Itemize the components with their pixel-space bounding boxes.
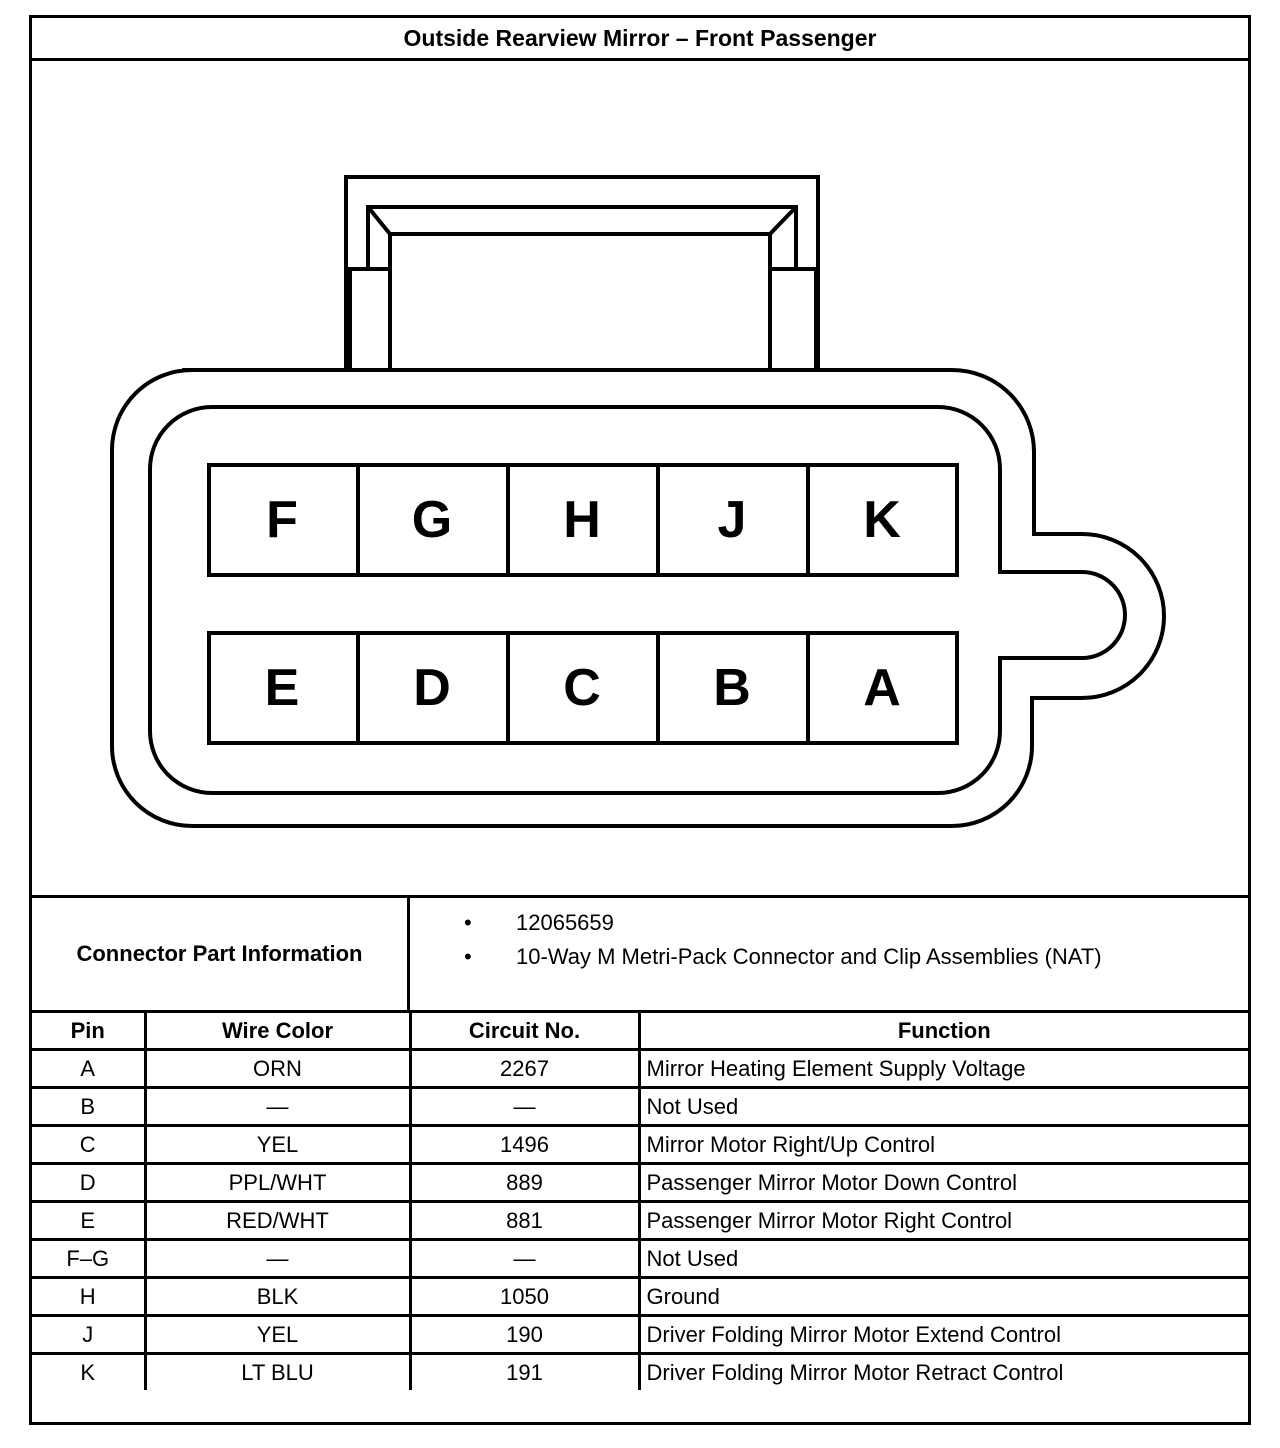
circuit-cell: 190 (410, 1316, 639, 1354)
table-row (32, 1088, 1248, 1126)
pin-cell: C (32, 1126, 145, 1164)
pin-cell: F–G (32, 1240, 145, 1278)
function-cell: Not Used (639, 1240, 1248, 1278)
function-cell: Not Used (639, 1088, 1248, 1126)
circuit-cell: 191 (410, 1354, 639, 1391)
connector-sheet (29, 15, 1251, 1425)
circuit-cell: 2267 (410, 1050, 639, 1088)
wire-color-cell: YEL (145, 1126, 410, 1164)
table-row (32, 1354, 1248, 1391)
circuit-cell: 889 (410, 1164, 639, 1202)
circuit-cell: — (410, 1240, 639, 1278)
wire-color-cell: ORN (145, 1050, 410, 1088)
pin-label-j: J (717, 491, 747, 549)
table-row (32, 1202, 1248, 1240)
pin-cell: H (32, 1278, 145, 1316)
pin-label-e: E (264, 659, 300, 717)
pin-label-g: G (411, 491, 453, 549)
pin-label-d: D (413, 659, 451, 717)
pin-label-h: H (563, 491, 601, 549)
table-row (32, 1050, 1248, 1088)
part-number: • 12065659 (464, 906, 1102, 940)
pin-cell: J (32, 1316, 145, 1354)
header-wire-color: Wire Color (145, 1013, 410, 1050)
table-header-row (32, 1013, 1248, 1050)
function-cell: Ground (639, 1278, 1248, 1316)
connector-description: • 10-Way M Metri-Pack Connector and Clip Assemblies (NAT) (464, 940, 1102, 974)
pin-label-b: B (713, 659, 751, 717)
wire-color-cell: LT BLU (145, 1354, 410, 1391)
table-row (32, 1240, 1248, 1278)
header-function: Function (639, 1013, 1248, 1050)
circuit-cell: 881 (410, 1202, 639, 1240)
header-pin: Pin (32, 1013, 145, 1050)
wire-color-cell: — (145, 1240, 410, 1278)
part-info-label: Connector Part Information (32, 898, 410, 1010)
pin-label-a: A (863, 659, 901, 717)
pinout-table (32, 1013, 1248, 1390)
page-title: Outside Rearview Mirror – Front Passenger (32, 18, 1248, 61)
function-cell: Driver Folding Mirror Motor Retract Control (639, 1354, 1248, 1391)
part-info-list (464, 906, 1102, 974)
circuit-cell: — (410, 1088, 639, 1126)
circuit-cell: 1496 (410, 1126, 639, 1164)
wire-color-cell: BLK (145, 1278, 410, 1316)
wire-color-cell: — (145, 1088, 410, 1126)
pin-cell: D (32, 1164, 145, 1202)
function-cell: Mirror Heating Element Supply Voltage (639, 1050, 1248, 1088)
connector-part-info (32, 895, 1248, 1013)
wire-color-cell: RED/WHT (145, 1202, 410, 1240)
latch-recess (390, 234, 770, 370)
table-row (32, 1126, 1248, 1164)
pin-label-f: F (266, 491, 298, 549)
table-row (32, 1316, 1248, 1354)
pin-cell: A (32, 1050, 145, 1088)
header-circuit: Circuit No. (410, 1013, 639, 1050)
pin-cell: E (32, 1202, 145, 1240)
housing-outer (112, 370, 1164, 826)
pin-cell: K (32, 1354, 145, 1391)
function-cell: Mirror Motor Right/Up Control (639, 1126, 1248, 1164)
wire-color-cell: PPL/WHT (145, 1164, 410, 1202)
pin-label-k: K (863, 491, 901, 549)
wire-color-cell: YEL (145, 1316, 410, 1354)
circuit-cell: 1050 (410, 1278, 639, 1316)
table-row (32, 1164, 1248, 1202)
latch-inner (350, 207, 816, 370)
pin-label-c: C (563, 659, 601, 717)
pin-cell: B (32, 1088, 145, 1126)
function-cell: Passenger Mirror Motor Right Control (639, 1202, 1248, 1240)
function-cell: Driver Folding Mirror Motor Extend Control (639, 1316, 1248, 1354)
function-cell: Passenger Mirror Motor Down Control (639, 1164, 1248, 1202)
table-row (32, 1278, 1248, 1316)
connector-diagram (32, 61, 1248, 895)
